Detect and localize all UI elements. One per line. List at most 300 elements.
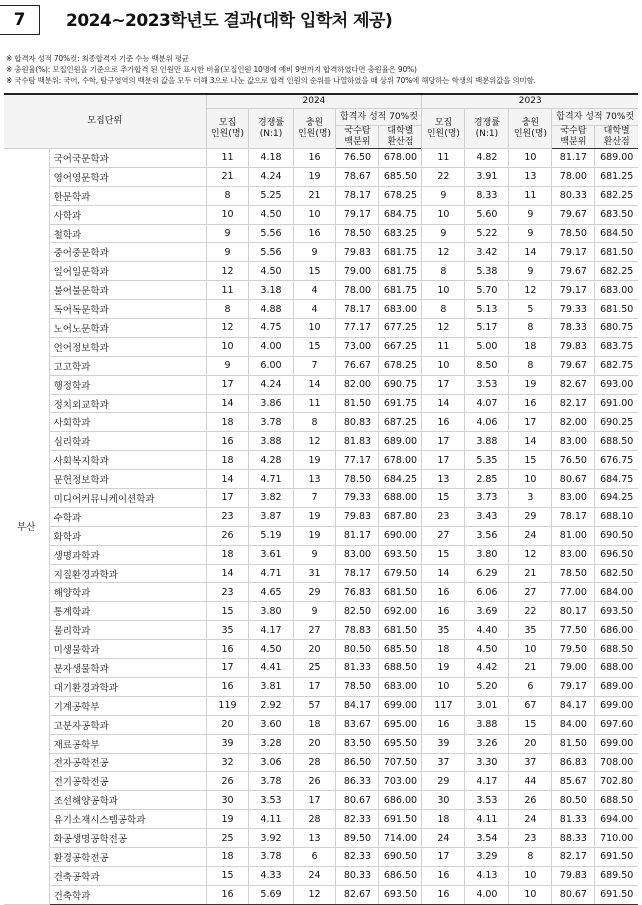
value-cell: 89.50 xyxy=(336,829,379,848)
value-cell: 682.25 xyxy=(595,186,638,205)
department-cell: 조선해양공학과 xyxy=(49,791,206,810)
value-cell: 29 xyxy=(422,772,465,791)
value-cell: 39 xyxy=(422,734,465,753)
value-cell: 6.29 xyxy=(465,564,509,583)
table-row xyxy=(4,696,638,715)
rate-header: 경쟁률 (N:1) xyxy=(249,109,293,149)
value-cell: 26 xyxy=(206,772,249,791)
value-cell: 9 xyxy=(206,224,249,243)
value-cell: 4.71 xyxy=(249,564,293,583)
value-cell: 19 xyxy=(422,659,465,678)
department-cell: 지질환경과학과 xyxy=(49,564,206,583)
value-cell: 81.17 xyxy=(552,149,595,168)
value-cell: 3.18 xyxy=(249,281,293,300)
value-cell: 80.67 xyxy=(336,791,379,810)
value-cell: 10 xyxy=(422,356,465,375)
value-cell: 5.19 xyxy=(249,526,293,545)
value-cell: 12 xyxy=(206,319,249,338)
value-cell: 688.50 xyxy=(595,791,638,810)
department-cell: 전자공학전공 xyxy=(49,753,206,772)
value-cell: 11 xyxy=(206,281,249,300)
value-cell: 78.50 xyxy=(336,677,379,696)
value-cell: 78.50 xyxy=(552,224,595,243)
value-cell: 19 xyxy=(509,375,552,394)
value-cell: 667.25 xyxy=(379,337,422,356)
value-cell: 691.75 xyxy=(379,394,422,413)
value-cell: 681.75 xyxy=(379,243,422,262)
value-cell: 32 xyxy=(206,753,249,772)
value-cell: 88.33 xyxy=(552,829,595,848)
quota-header: 모집 인원(명) xyxy=(206,109,249,149)
value-cell: 5.13 xyxy=(465,300,509,319)
value-cell: 10 xyxy=(509,866,552,885)
value-cell: 19 xyxy=(293,507,336,526)
department-cell: 분자생물학과 xyxy=(49,659,206,678)
value-cell: 2.92 xyxy=(249,696,293,715)
rate-header: 경쟁률 (N:1) xyxy=(465,109,509,149)
value-cell: 79.67 xyxy=(552,356,595,375)
value-cell: 17 xyxy=(422,847,465,866)
table-row xyxy=(4,640,638,659)
value-cell: 80.83 xyxy=(336,413,379,432)
value-cell: 76.50 xyxy=(552,451,595,470)
value-cell: 9 xyxy=(206,243,249,262)
value-cell: 39 xyxy=(206,734,249,753)
value-cell: 6 xyxy=(293,847,336,866)
value-cell: 3.01 xyxy=(465,696,509,715)
value-cell: 78.50 xyxy=(336,470,379,489)
value-cell: 695.50 xyxy=(379,734,422,753)
department-cell: 일어일문학과 xyxy=(49,262,206,281)
value-cell: 691.00 xyxy=(595,394,638,413)
cut-header: 합격자 성적 70%컷 xyxy=(336,109,422,126)
value-cell: 78.00 xyxy=(552,167,595,186)
value-cell: 23 xyxy=(206,507,249,526)
value-cell: 14 xyxy=(422,394,465,413)
value-cell: 35 xyxy=(509,621,552,640)
value-cell: 6.06 xyxy=(465,583,509,602)
value-cell: 8 xyxy=(293,413,336,432)
table-row xyxy=(4,243,638,262)
department-cell: 심리학과 xyxy=(49,432,206,451)
value-cell: 12 xyxy=(509,545,552,564)
value-cell: 14 xyxy=(509,243,552,262)
value-cell: 18 xyxy=(206,413,249,432)
value-cell: 80.33 xyxy=(336,866,379,885)
value-cell: 22 xyxy=(509,602,552,621)
value-cell: 14 xyxy=(206,564,249,583)
value-cell: 697.60 xyxy=(595,715,638,734)
value-cell: 686.00 xyxy=(379,791,422,810)
value-cell: 80.33 xyxy=(552,186,595,205)
value-cell: 26 xyxy=(206,526,249,545)
table-row xyxy=(4,281,638,300)
value-cell: 683.00 xyxy=(379,300,422,319)
value-cell: 6.00 xyxy=(249,356,293,375)
value-cell: 17 xyxy=(422,432,465,451)
table-row xyxy=(4,847,638,866)
value-cell: 7 xyxy=(293,489,336,508)
value-cell: 690.00 xyxy=(379,526,422,545)
table-row xyxy=(4,829,638,848)
value-cell: 695.00 xyxy=(379,715,422,734)
value-cell: 678.25 xyxy=(379,356,422,375)
value-cell: 4.42 xyxy=(465,659,509,678)
value-cell: 21 xyxy=(509,564,552,583)
value-cell: 18 xyxy=(422,640,465,659)
value-cell: 678.25 xyxy=(379,186,422,205)
value-cell: 80.67 xyxy=(552,470,595,489)
value-cell: 681.25 xyxy=(595,167,638,186)
value-cell: 25 xyxy=(206,829,249,848)
value-cell: 8 xyxy=(206,186,249,205)
value-cell: 78.17 xyxy=(552,507,595,526)
table-row xyxy=(4,602,638,621)
value-cell: 67 xyxy=(509,696,552,715)
value-cell: 30 xyxy=(422,791,465,810)
value-cell: 5.38 xyxy=(465,262,509,281)
value-cell: 3.80 xyxy=(249,602,293,621)
department-cell: 미생물학과 xyxy=(49,640,206,659)
value-cell: 685.50 xyxy=(379,640,422,659)
value-cell: 27 xyxy=(422,526,465,545)
value-cell: 12 xyxy=(206,262,249,281)
value-cell: 4.50 xyxy=(249,262,293,281)
value-cell: 4.17 xyxy=(465,772,509,791)
value-cell: 4.18 xyxy=(249,149,293,168)
value-cell: 20 xyxy=(293,640,336,659)
value-cell: 20 xyxy=(293,734,336,753)
table-row xyxy=(4,356,638,375)
value-cell: 683.75 xyxy=(595,337,638,356)
table-row xyxy=(4,659,638,678)
value-cell: 5.35 xyxy=(465,451,509,470)
value-cell: 82.67 xyxy=(336,885,379,904)
value-cell: 79.00 xyxy=(336,262,379,281)
value-cell: 77.17 xyxy=(336,319,379,338)
value-cell: 82.00 xyxy=(552,413,595,432)
value-cell: 11 xyxy=(206,149,249,168)
value-cell: 708.00 xyxy=(595,753,638,772)
table-row xyxy=(4,507,638,526)
table-row xyxy=(4,205,638,224)
value-cell: 3 xyxy=(509,489,552,508)
value-cell: 81.33 xyxy=(336,659,379,678)
value-cell: 78.50 xyxy=(336,224,379,243)
value-cell: 690.25 xyxy=(595,413,638,432)
value-cell: 14 xyxy=(206,394,249,413)
value-cell: 79.83 xyxy=(336,507,379,526)
value-cell: 681.50 xyxy=(595,243,638,262)
value-cell: 4.11 xyxy=(465,810,509,829)
value-cell: 9 xyxy=(509,224,552,243)
table-row xyxy=(4,451,638,470)
value-cell: 30 xyxy=(206,791,249,810)
value-cell: 680.75 xyxy=(595,319,638,338)
value-cell: 79.83 xyxy=(552,337,595,356)
value-cell: 3.88 xyxy=(249,432,293,451)
value-cell: 119 xyxy=(206,696,249,715)
value-cell: 35 xyxy=(206,621,249,640)
conv-header: 대학별 환산점 xyxy=(379,126,422,149)
table-row xyxy=(4,753,638,772)
value-cell: 3.69 xyxy=(465,602,509,621)
table-row xyxy=(4,545,638,564)
value-cell: 684.00 xyxy=(595,583,638,602)
value-cell: 693.50 xyxy=(379,545,422,564)
value-cell: 714.00 xyxy=(379,829,422,848)
value-cell: 683.00 xyxy=(379,677,422,696)
value-cell: 4.40 xyxy=(465,621,509,640)
department-cell: 미디어커뮤니케이션학과 xyxy=(49,489,206,508)
value-cell: 688.00 xyxy=(595,659,638,678)
value-cell: 3.88 xyxy=(465,432,509,451)
value-cell: 27 xyxy=(293,621,336,640)
value-cell: 9 xyxy=(206,356,249,375)
value-cell: 21 xyxy=(206,167,249,186)
value-cell: 79.83 xyxy=(552,866,595,885)
note-line: ※ 국수탐 백분위: 국어, 수학, 탐구영역의 백분위 값을 모두 더해 3으로 나눈 값으로 합격 인원의 순위를 나열하였을 때 상위 70%에 해당하는 학생의 백분위값을 의미함. xyxy=(6,76,536,85)
value-cell: 15 xyxy=(206,866,249,885)
value-cell: 688.50 xyxy=(379,659,422,678)
value-cell: 83.00 xyxy=(336,545,379,564)
value-cell: 12 xyxy=(422,243,465,262)
unit-header: 모집단위 xyxy=(4,94,206,149)
value-cell: 81.00 xyxy=(552,526,595,545)
value-cell: 5.69 xyxy=(249,885,293,904)
value-cell: 16 xyxy=(422,885,465,904)
value-cell: 3.78 xyxy=(249,847,293,866)
value-cell: 4 xyxy=(293,300,336,319)
value-cell: 3.28 xyxy=(249,734,293,753)
fill-header: 충원 인원(명) xyxy=(509,109,552,149)
value-cell: 681.75 xyxy=(379,262,422,281)
value-cell: 17 xyxy=(293,791,336,810)
value-cell: 77.17 xyxy=(336,451,379,470)
department-cell: 고고학과 xyxy=(49,356,206,375)
value-cell: 82.17 xyxy=(552,847,595,866)
value-cell: 81.50 xyxy=(336,394,379,413)
value-cell: 3.78 xyxy=(249,772,293,791)
value-cell: 3.53 xyxy=(465,375,509,394)
value-cell: 689.00 xyxy=(379,432,422,451)
department-cell: 사회복지학과 xyxy=(49,451,206,470)
department-cell: 재료공학부 xyxy=(49,734,206,753)
department-cell: 건축학과 xyxy=(49,885,206,904)
value-cell: 699.00 xyxy=(595,734,638,753)
value-cell: 13 xyxy=(293,470,336,489)
value-cell: 681.75 xyxy=(379,281,422,300)
value-cell: 24 xyxy=(509,526,552,545)
value-cell: 684.75 xyxy=(595,470,638,489)
department-cell: 대기환경과학과 xyxy=(49,677,206,696)
value-cell: 79.67 xyxy=(552,205,595,224)
table-row xyxy=(4,375,638,394)
value-cell: 86.50 xyxy=(336,753,379,772)
value-cell: 81.33 xyxy=(552,810,595,829)
value-cell: 687.80 xyxy=(379,507,422,526)
value-cell: 83.50 xyxy=(336,734,379,753)
value-cell: 78.00 xyxy=(336,281,379,300)
value-cell: 688.50 xyxy=(595,640,638,659)
table-row xyxy=(4,394,638,413)
quota-header: 모집 인원(명) xyxy=(422,109,465,149)
value-cell: 19 xyxy=(206,810,249,829)
value-cell: 677.25 xyxy=(379,319,422,338)
value-cell: 3.88 xyxy=(465,715,509,734)
value-cell: 687.25 xyxy=(379,413,422,432)
value-cell: 80.50 xyxy=(336,640,379,659)
value-cell: 694.00 xyxy=(595,810,638,829)
value-cell: 4.24 xyxy=(249,167,293,186)
value-cell: 4 xyxy=(293,281,336,300)
value-cell: 86.33 xyxy=(336,772,379,791)
value-cell: 14 xyxy=(509,432,552,451)
value-cell: 23 xyxy=(206,583,249,602)
value-cell: 8 xyxy=(422,262,465,281)
table-row xyxy=(4,319,638,338)
value-cell: 3.82 xyxy=(249,489,293,508)
value-cell: 12 xyxy=(509,281,552,300)
year-2023-header: 2023 xyxy=(422,94,638,109)
value-cell: 3.60 xyxy=(249,715,293,734)
value-cell: 4.50 xyxy=(249,205,293,224)
year-2024-header: 2024 xyxy=(206,94,422,109)
value-cell: 15 xyxy=(293,337,336,356)
value-cell: 26 xyxy=(509,791,552,810)
value-cell: 79.00 xyxy=(552,659,595,678)
value-cell: 689.00 xyxy=(595,677,638,696)
department-cell: 고분자공학과 xyxy=(49,715,206,734)
value-cell: 686.50 xyxy=(379,866,422,885)
value-cell: 84.17 xyxy=(552,696,595,715)
value-cell: 10 xyxy=(509,470,552,489)
value-cell: 2.85 xyxy=(465,470,509,489)
value-cell: 18 xyxy=(422,810,465,829)
department-cell: 환경공학전공 xyxy=(49,847,206,866)
value-cell: 9 xyxy=(422,186,465,205)
page-title: 2024~2023학년도 결과(대학 입학처 제공) xyxy=(66,11,393,31)
value-cell: 11 xyxy=(293,394,336,413)
value-cell: 78.17 xyxy=(336,186,379,205)
value-cell: 31 xyxy=(293,564,336,583)
value-cell: 3.26 xyxy=(465,734,509,753)
value-cell: 86.83 xyxy=(552,753,595,772)
value-cell: 690.50 xyxy=(379,847,422,866)
value-cell: 79.33 xyxy=(336,489,379,508)
value-cell: 79.83 xyxy=(336,243,379,262)
value-cell: 83.00 xyxy=(552,545,595,564)
value-cell: 16 xyxy=(293,149,336,168)
table-row xyxy=(4,621,638,640)
value-cell: 3.56 xyxy=(465,526,509,545)
department-cell: 노어노문학과 xyxy=(49,319,206,338)
value-cell: 16 xyxy=(422,866,465,885)
value-cell: 25 xyxy=(293,659,336,678)
value-cell: 20 xyxy=(206,715,249,734)
value-cell: 4.41 xyxy=(249,659,293,678)
value-cell: 83.00 xyxy=(552,432,595,451)
department-cell: 생명과학과 xyxy=(49,545,206,564)
value-cell: 37 xyxy=(509,753,552,772)
department-cell: 물리학과 xyxy=(49,621,206,640)
value-cell: 84.17 xyxy=(336,696,379,715)
value-cell: 9 xyxy=(509,205,552,224)
value-cell: 17 xyxy=(293,677,336,696)
table-row xyxy=(4,300,638,319)
value-cell: 5.60 xyxy=(465,205,509,224)
value-cell: 4.17 xyxy=(249,621,293,640)
value-cell: 4.71 xyxy=(249,470,293,489)
value-cell: 12 xyxy=(293,885,336,904)
value-cell: 688.50 xyxy=(595,432,638,451)
value-cell: 15 xyxy=(422,489,465,508)
conv-header: 대학별 환산점 xyxy=(595,126,638,149)
value-cell: 16 xyxy=(422,715,465,734)
value-cell: 686.00 xyxy=(595,621,638,640)
value-cell: 3.78 xyxy=(249,413,293,432)
note-line: ※ 충원율(%): 모집인원을 기준으로 추가합격 된 인원만 표시한 비율(모집인원 10명에 예비 9번까지 합격하였다면 충원율은 90%) xyxy=(6,65,417,74)
value-cell: 4.50 xyxy=(465,640,509,659)
table-row xyxy=(4,337,638,356)
value-cell: 82.33 xyxy=(336,810,379,829)
value-cell: 37 xyxy=(422,753,465,772)
value-cell: 10 xyxy=(293,205,336,224)
table-row xyxy=(4,564,638,583)
value-cell: 14 xyxy=(422,564,465,583)
department-cell: 기계공학부 xyxy=(49,696,206,715)
notes xyxy=(6,53,642,86)
value-cell: 35 xyxy=(422,621,465,640)
value-cell: 8 xyxy=(509,847,552,866)
value-cell: 85.67 xyxy=(552,772,595,791)
value-cell: 5.22 xyxy=(465,224,509,243)
value-cell: 3.29 xyxy=(465,847,509,866)
department-cell: 영어영문학과 xyxy=(49,167,206,186)
value-cell: 3.53 xyxy=(249,791,293,810)
table-row xyxy=(4,677,638,696)
department-cell: 전기공학전공 xyxy=(49,772,206,791)
value-cell: 16 xyxy=(293,224,336,243)
value-cell: 9 xyxy=(293,602,336,621)
value-cell: 76.50 xyxy=(336,149,379,168)
value-cell: 18 xyxy=(206,545,249,564)
department-cell: 화학과 xyxy=(49,526,206,545)
value-cell: 28 xyxy=(293,810,336,829)
value-cell: 29 xyxy=(293,583,336,602)
cut-header: 합격자 성적 70%컷 xyxy=(552,109,638,126)
department-cell: 문헌정보학과 xyxy=(49,470,206,489)
value-cell: 3.92 xyxy=(249,829,293,848)
page-header xyxy=(0,0,642,38)
value-cell: 690.50 xyxy=(595,526,638,545)
value-cell: 19 xyxy=(293,451,336,470)
value-cell: 16 xyxy=(422,602,465,621)
value-cell: 3.43 xyxy=(465,507,509,526)
value-cell: 8.33 xyxy=(465,186,509,205)
department-cell: 해양학과 xyxy=(49,583,206,602)
department-cell: 독어독문학과 xyxy=(49,300,206,319)
table-row xyxy=(4,149,638,168)
table-row xyxy=(4,583,638,602)
value-cell: 24 xyxy=(293,866,336,885)
table-row xyxy=(4,470,638,489)
page-number: 7 xyxy=(0,5,40,35)
value-cell: 13 xyxy=(422,470,465,489)
value-cell: 27 xyxy=(509,583,552,602)
value-cell: 684.50 xyxy=(595,224,638,243)
value-cell: 24 xyxy=(509,810,552,829)
